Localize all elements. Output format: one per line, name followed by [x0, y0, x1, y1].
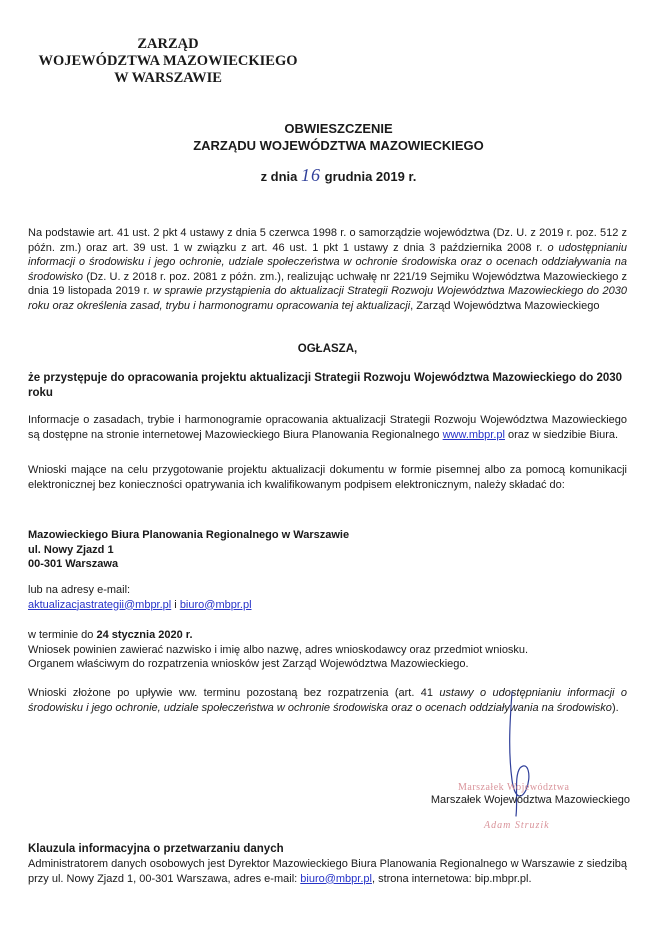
- deadline-prefix: w terminie do: [28, 629, 94, 641]
- signatory-title: Marszałek Województwa Mazowieckiego: [430, 794, 630, 806]
- late-end: ).: [611, 701, 619, 714]
- announces-heading: OGŁASZA,: [297, 343, 358, 355]
- issuer-line-3: W WARSZAWIE: [114, 70, 222, 86]
- strategy-email-link[interactable]: aktualizacjastrategii@mbpr.pl: [28, 598, 172, 611]
- preamble-text-1: Na podstawie art. 41 ust. 2 pkt 4 ustawy z dnia 5 czerwca 1998 r. o samorządzie województwa (Dz. U. z 2019 r. poz. 512 z późn. zm.) oraz art. 39 ust. 1 w związku z art. 46 ust. 1 pkt 1 ustawy z dnia 3 października 2008 r.: [28, 227, 627, 254]
- document-date: [0, 165, 651, 186]
- address-block: [28, 528, 627, 572]
- clause-text: [28, 857, 627, 886]
- handwritten-day: 16: [301, 165, 322, 185]
- preamble-resolution-title: w sprawie przystąpienia do aktualizacji Strategii Rozwoju Województwa Mazowieckiego do 2030 roku oraz określenia zasad, trybu i harmonogramu opracowania tej aktualizacji: [28, 285, 628, 312]
- preamble-text-3: , Zarząd Województwa Mazowieckiego: [410, 299, 600, 312]
- issuer-line-1: ZARZĄD: [137, 36, 199, 52]
- address-line-2: ul. Nowy Zjazd 1: [28, 543, 114, 556]
- date-prefix: z dnia: [260, 169, 298, 184]
- announcement-text: że przystępuje do opracowania projektu aktualizacji Strategii Rozwoju Województwa Mazowieckiego do 2030 roku: [28, 372, 623, 399]
- date-suffix: grudnia 2019 r.: [324, 169, 417, 184]
- preamble-act-title: o udostępnianiu informacji o środowisku i jego ochronie, udziale społeczeństwa w ochronie środowiska oraz o ocenach oddziaływania na środowisko: [28, 241, 627, 283]
- clause-heading: Klauzula informacyjna o przetwarzaniu danych: [28, 843, 284, 855]
- late-text: Wnioski złożone po upływie ww. terminu pozostaną bez rozpatrzenia (art. 41: [28, 687, 434, 699]
- info-after: oraz w siedzibie Biura.: [508, 428, 619, 441]
- stamp-title: Marszałek Województwa: [458, 782, 570, 793]
- stamp-name: Adam Struzik: [484, 820, 550, 831]
- deadline-block: [28, 628, 627, 672]
- issuer-block: [18, 36, 318, 87]
- clause-after: , strona internetowa: bip.mbpr.pl.: [371, 872, 532, 885]
- deadline-line-2: Wniosek powinien zawierać nazwisko i imię albo nazwę, adres wnioskodawcy oraz przedmiot wniosku.: [28, 643, 529, 656]
- info-text: Informacje o zasadach, trybie i harmonogramie opracowania aktualizacji Strategii Rozwoju Województwa Mazowieckiego są dostępne na stronie internetowej Mazowieckiego Biura Planowania Regionalnego: [28, 414, 627, 441]
- issuer-line-2: WOJEWÓDZTWA MAZOWIECKIEGO: [38, 53, 298, 69]
- late-act-title: ustawy o udostępnianiu informacji o środowisku i jego ochronie, udziale społeczeństwa w ochronie środowiska oraz o ocenach oddziaływania na środowisko: [28, 687, 627, 714]
- address-line-1: Mazowieckiego Biura Planowania Regionalnego w Warszawie: [28, 529, 350, 541]
- deadline-line-3: Organem właściwym do rozpatrzenia wniosków jest Zarząd Województwa Mazowieckiego.: [28, 658, 469, 670]
- deadline-date: 24 stycznia 2020 r.: [96, 629, 193, 641]
- email-block: [28, 583, 627, 612]
- email-intro: lub na adresy e-mail:: [28, 584, 131, 596]
- clause-email-link[interactable]: biuro@mbpr.pl: [300, 872, 372, 885]
- mbpr-website-link[interactable]: www.mbpr.pl: [442, 428, 505, 441]
- document-title: [0, 120, 651, 154]
- preamble-paragraph: [28, 226, 627, 313]
- info-paragraph: [28, 413, 627, 442]
- email-separator: i: [174, 598, 177, 611]
- address-line-3: 00-301 Warszawa: [28, 558, 119, 570]
- office-email-link[interactable]: biuro@mbpr.pl: [179, 598, 252, 611]
- clause-body: Administratorem danych osobowych jest Dyrektor Mazowieckiego Biura Planowania Regionalnego w Warszawie z siedzibą przy ul. Nowy Zjazd 1, 00-301 Warszawa, adres e-mail:: [28, 858, 627, 885]
- title-line-2: ZARZĄDU WOJEWÓDZTWA MAZOWIECKIEGO: [193, 138, 484, 153]
- preamble-text-2: (Dz. U. z 2018 r. poz. 2081 z późn. zm.), realizując uchwałę nr 221/19 Sejmiku Województwa Mazowieckiego z dnia 19 listopada 2019 r.: [28, 270, 628, 297]
- submission-paragraph: Wnioski mające na celu przygotowanie projektu aktualizacji dokumentu w formie pisemnej albo za pomocą komunikacji elektronicznej bez konieczności opatrywania ich kwalifikowanym podpisem elektronicznym, należy składać do:: [28, 464, 627, 491]
- title-line-1: OBWIESZCZENIE: [284, 121, 393, 136]
